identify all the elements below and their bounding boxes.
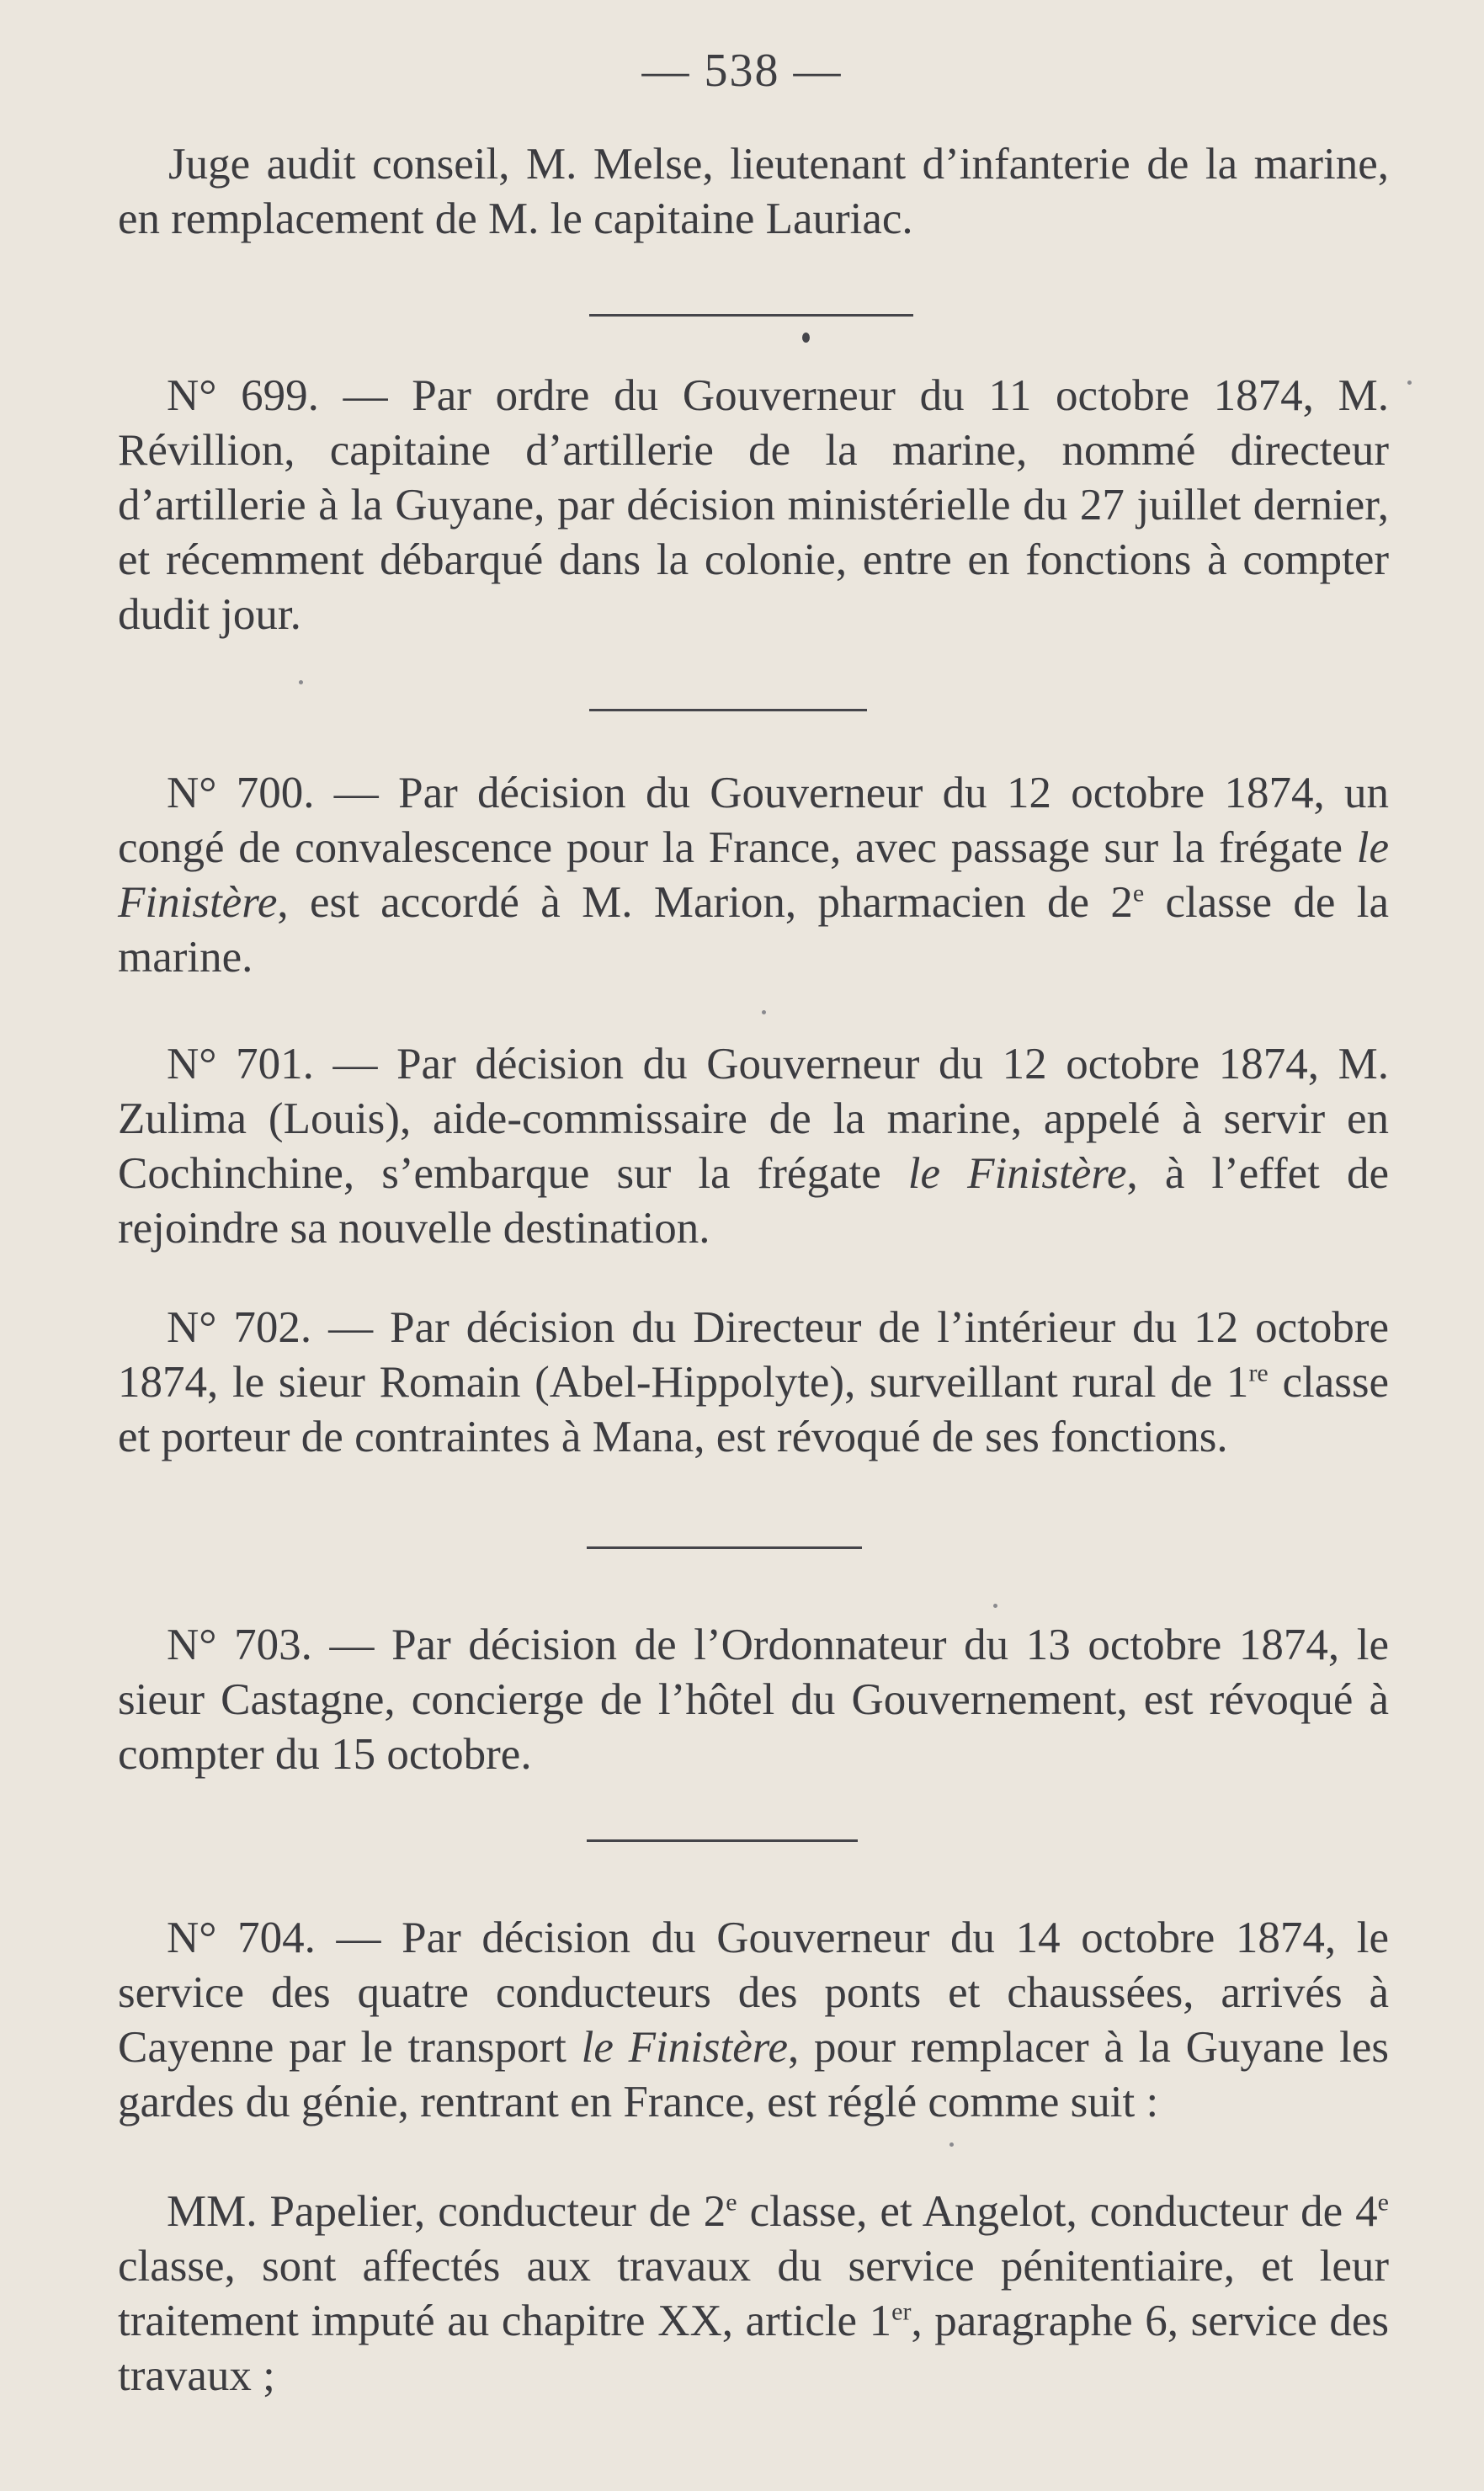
entry-text: , est accordé à M. Marion, pharmacien de 2 — [277, 878, 1133, 927]
section-divider — [589, 314, 913, 317]
ship-name: le Finistère — [581, 2023, 788, 2072]
paper-speck — [993, 1604, 997, 1608]
entry-text: N° 704. — Par décision du Gouverneur du 14 octobre 1874, le service des quatre conducteurs des ponts et chaussées, arrivés à Cayenne par le transport — [118, 1913, 1389, 2072]
entry-text: classe, sont affectés aux travaux du service pénitentiaire, et leur traitement imputé au chapitre XX, article 1 — [118, 2242, 1389, 2345]
section-divider — [587, 1839, 858, 1842]
section-divider — [587, 1546, 862, 1549]
entry-702 — [118, 1301, 1389, 1465]
paper-speck — [299, 680, 303, 684]
entry-704-continued — [118, 2185, 1389, 2403]
entry-700 — [118, 766, 1389, 985]
paper-speck — [949, 2142, 954, 2147]
ship-name: le Finistère — [907, 1149, 1127, 1198]
entry-text: N° 699. — Par ordre du Gouverneur du 11 octobre 1874, M. Révillion, capitaine d’artillerie de la marine, nommé directeur d’artillerie à la Guyane, par décision ministérielle du 27 juillet dernier, et récemment débarqué dans la colonie, entre en fonctions à compter dudit jour. — [118, 371, 1389, 639]
paragraph-text: Juge audit conseil, M. Melse, lieutenant d’infanterie de la marine, en remplacement de M. le capitaine Lauriac. — [118, 140, 1389, 243]
ordinal-superscript: re — [1248, 1359, 1269, 1387]
paper-speck — [1407, 381, 1412, 385]
section-divider — [589, 709, 867, 711]
entry-text: N° 703. — Par décision de l’Ordonnateur du 13 octobre 1874, le sieur Castagne, concierge de l’hôtel du Gouvernement, est révoqué à compter du 15 octobre. — [118, 1621, 1389, 1779]
ordinal-superscript: e — [1132, 879, 1145, 908]
entry-text: N° 702. — Par décision du Directeur de l’intérieur du 12 octobre 1874, le sieur Romain (Abel-Hippolyte), surveillant rural de 1 — [118, 1303, 1389, 1407]
entry-text: MM. Papelier, conducteur de 2 — [167, 2187, 726, 2236]
ordinal-superscript: e — [726, 2188, 737, 2217]
ordinal-superscript: er — [891, 2297, 912, 2326]
entry-text: , à l’effet de rejoindre sa nouvelle destination. — [118, 1149, 1389, 1253]
paper-speck — [762, 1010, 766, 1014]
paragraph-continuation — [118, 137, 1389, 247]
page-number: — 538 — — [641, 45, 843, 97]
entry-699 — [118, 369, 1389, 642]
entry-text: , paragraphe 6, service des travaux ; — [118, 2297, 1390, 2400]
entry-text: N° 701. — Par décision du Gouverneur du 12 octobre 1874, M. Zulima (Louis), aide-commissaire de la marine, appelé à servir en Cochinchine, s’embarque sur la frégate — [118, 1040, 1389, 1198]
entry-text: classe, et Angelot, conducteur de 4 — [737, 2187, 1378, 2236]
entry-704 — [118, 1911, 1389, 2130]
entry-text: , pour remplacer à la Guyane les gardes du génie, rentrant en France, est réglé comme suit : — [118, 2023, 1390, 2126]
entry-text: classe et porteur de contraintes à Mana, est révoqué de ses fonctions. — [118, 1358, 1389, 1461]
entry-703 — [118, 1618, 1389, 1782]
entry-text: N° 700. — Par décision du Gouverneur du 12 octobre 1874, un congé de convalescence pour la France, avec passage sur la frégate — [118, 769, 1389, 872]
entry-701 — [118, 1037, 1389, 1256]
ordinal-superscript: e — [1377, 2188, 1389, 2217]
ship-name: le Finistère — [118, 823, 1389, 927]
ink-dot — [802, 333, 810, 343]
entry-text: classe de la marine. — [118, 878, 1389, 982]
